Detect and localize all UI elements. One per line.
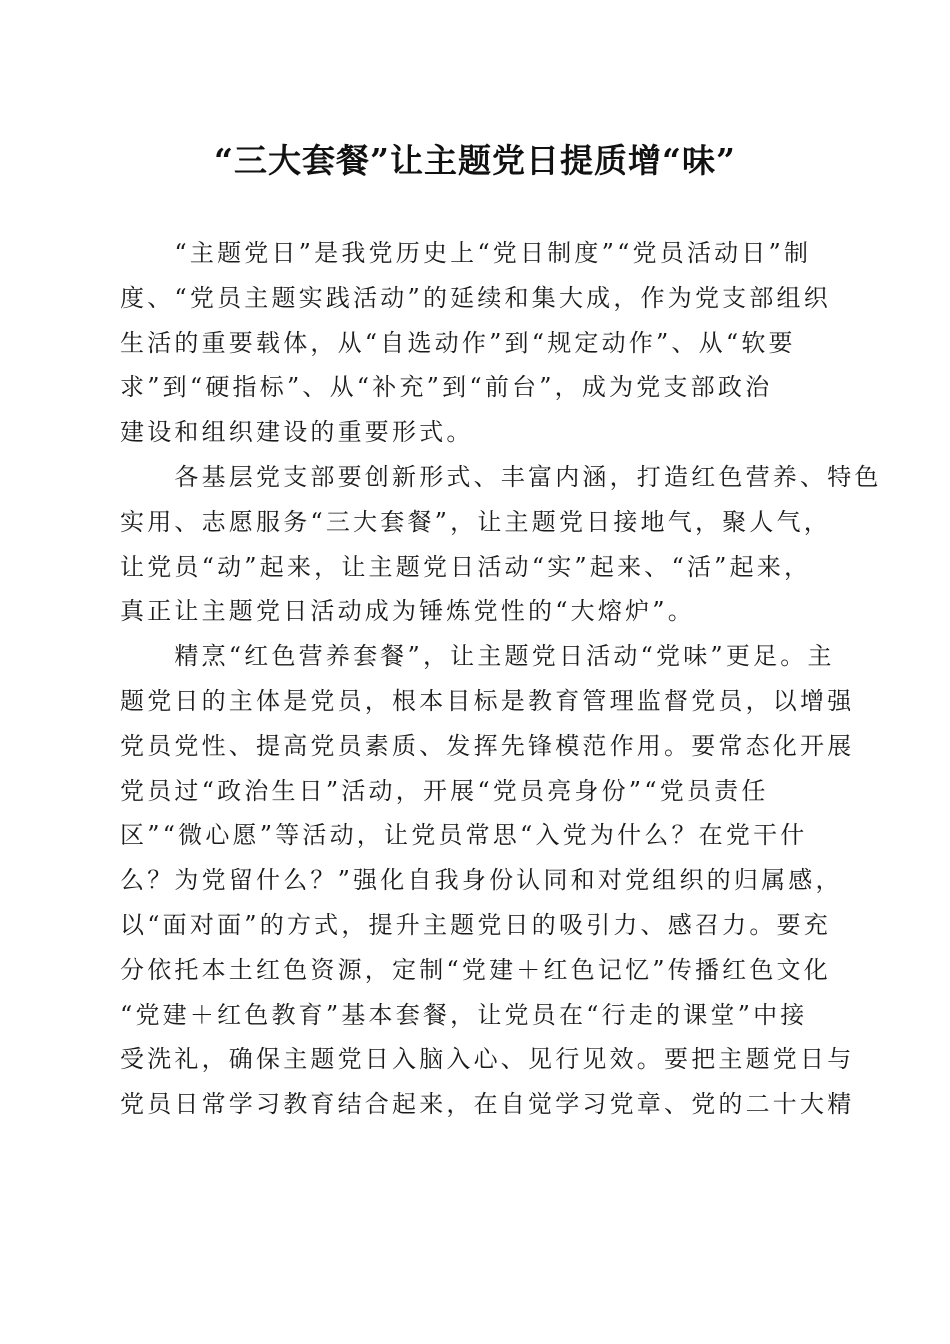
body-line: 求”到“硬指标”、从“补充”到“前台”，成为党支部政治 xyxy=(120,373,773,402)
body-line: 分依托本土红色资源，定制“党建＋红色记忆”传播红色文化 xyxy=(120,955,831,984)
body-line: 么？为党留什么？”强化自我身份认同和对党组织的归属感， xyxy=(120,866,843,895)
document-title: “三大套餐”让主题党日提质增“味” xyxy=(214,141,736,180)
body-line: 题党日的主体是党员，根本目标是教育管理监督党员，以增强 xyxy=(120,686,855,715)
body-line: 度、“党员主题实践活动”的延续和集大成，作为党支部组织 xyxy=(120,283,831,312)
body-line: 党员过“政治生日”活动，开展“党员亮身份”“党员责任 xyxy=(120,776,769,805)
body-line: 建设和组织建设的重要形式。 xyxy=(120,418,474,447)
body-line: 真正让主题党日活动成为锤炼党性的“大熔炉”。 xyxy=(120,597,695,626)
body-line: 各基层党支部要创新形式、丰富内涵，打造红色营养、特色 xyxy=(120,462,882,491)
body-line: 党员日常学习教育结合起来，在自觉学习党章、党的二十大精 xyxy=(120,1090,855,1119)
body-line: “主题党日”是我党历史上“党日制度”“党员活动日”制 xyxy=(120,239,812,267)
document-body xyxy=(120,231,882,1127)
body-line: 受洗礼，确保主题党日入脑入心、见行见效。要把主题党日与 xyxy=(120,1045,855,1074)
body-line: 生活的重要载体，从“自选动作”到“规定动作”、从“软要 xyxy=(120,328,796,357)
body-line: 精烹“红色营养套餐”，让主题党日活动“党味”更足。主 xyxy=(120,642,835,671)
body-line: 区”“微心愿”等活动，让党员常思“入党为什么？在党干什 xyxy=(120,821,808,850)
body-line: “党建＋红色教育”基本套餐，让党员在“行走的课堂”中接 xyxy=(120,1000,808,1029)
body-line: 党员党性、提高党员素质、发挥先锋模范作用。要常态化开展 xyxy=(120,731,855,760)
body-line: 让党员“动”起来，让主题党日活动“实”起来、“活”起来， xyxy=(120,552,812,581)
body-line: 以“面对面”的方式，提升主题党日的吸引力、感召力。要充 xyxy=(120,910,831,939)
body-line: 实用、志愿服务“三大套餐”，让主题党日接地气，聚人气， xyxy=(120,507,831,536)
